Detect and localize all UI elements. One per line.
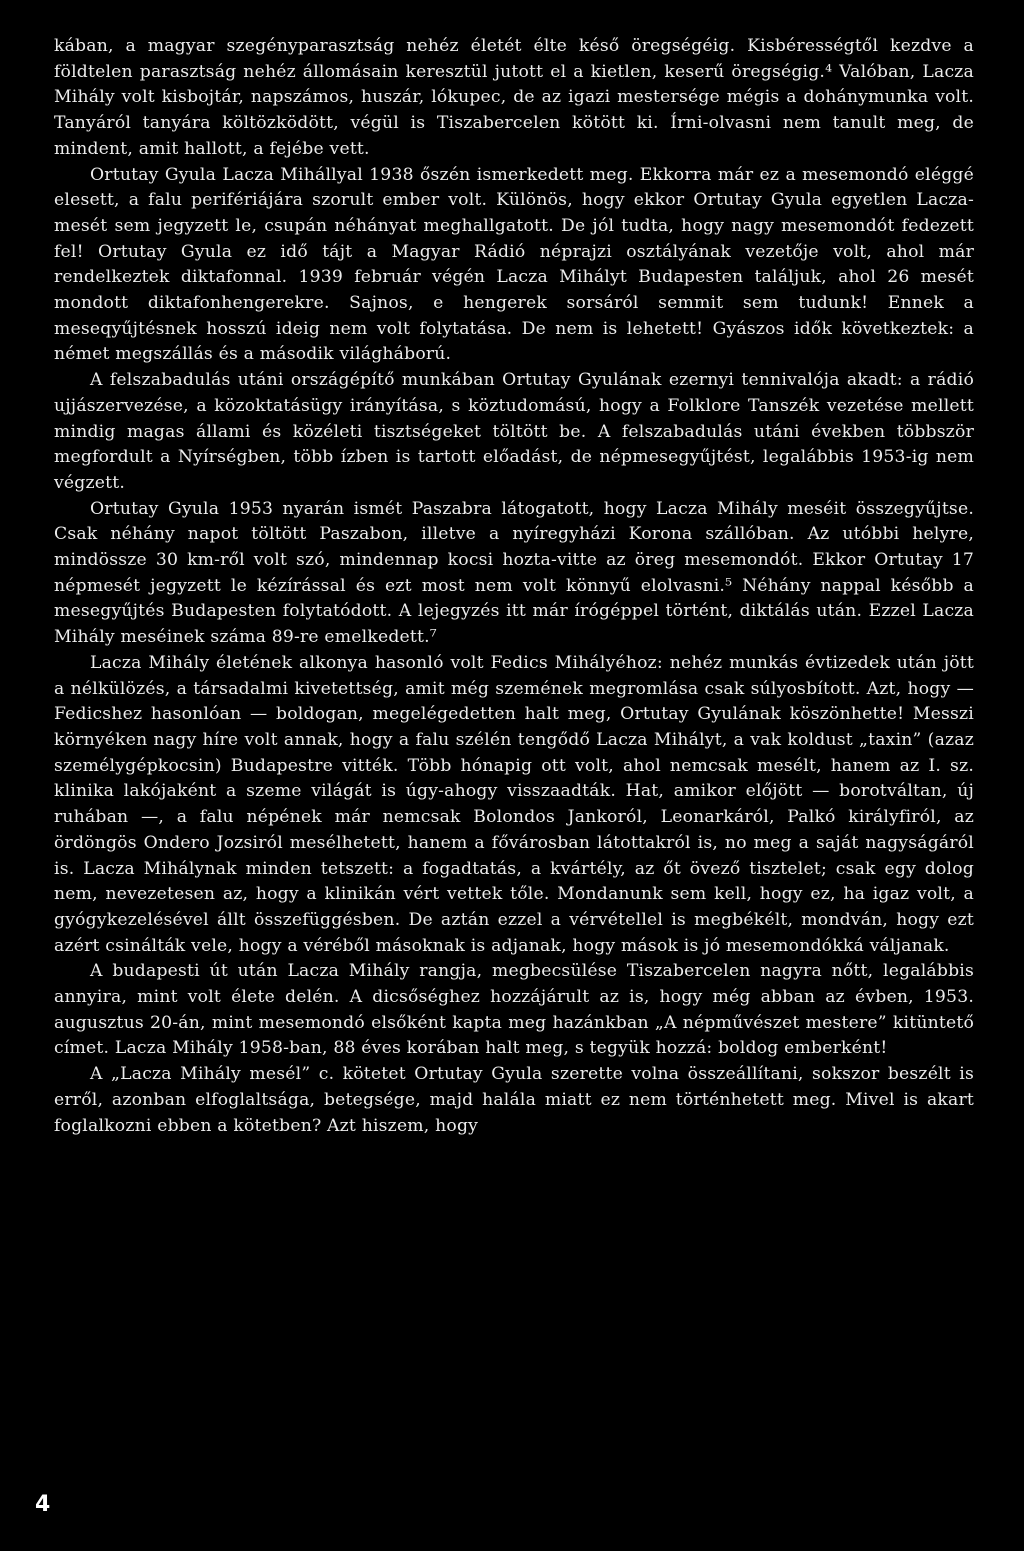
paragraph-7: A „Lacza Mihály mesél” c. kötetet Ortutay Gyula szerette volna összeállítani, sokszor beszélt is erről, azonban elfoglaltsága, betegsége, majd halála miatt ez nem történhetett meg. Mivel is akart foglalkozni ebben a kötetben? Azt hiszem, hogy bbox=[54, 1064, 974, 1136]
paragraph-5: Lacza Mihály életének alkonya hasonló volt Fedics Mihályéhoz: nehéz munkás évtizedek után jött a nélkülözés, a társadalmi kivetettség, amit még szemének megromlása csak súlyosbított. Azt, hogy — Fedicshez hasonlóan — boldogan, megelégedetten halt meg, Ortutay Gyulának köszönhette! Messzi környéken nagy híre volt annak, hogy a falu szélén tengődő Lacza Mihályt, a vak koldust „taxin” (azaz személygépkocsin) Budapestre vitték. Több hónapig ott volt, ahol nemcsak mesélt, hanem az I. sz. klinika lakójaként a szeme világát is úgy-ahogy visszaadták. Hat, amikor előjött — borotváltan, új ruhában —, a falu népének már nemcsak Bolondos Jankoról, Leonarkáról, Palkó királyfiról, az ördöngös Ondero Jozsiról mesélhetett, hanem a fővárosban látottakról is, no meg a saját nagyságáról is. Lacza Mihálynak minden tetszett: a fogadtatás, a kvártély, az őt övező tisztelet; csak egy dolog nem, nevezetesen az, hogy a klinikán vért vettek tőle. Mondanunk sem kell, hogy ez, ha igaz volt, a gyógykezelésével állt összefüggésben. De aztán ezzel a vérvétellel is megbékélt, mondván, hogy ezt azért csinálták vele, hogy a véréből másoknak is adjanak, hogy mások is jó mesemondókká váljanak. bbox=[54, 652, 974, 956]
paragraph-1: kában, a magyar szegényparasztság nehéz életét élte késő öregségéig. Kisbérességtől kezdve a földtelen parasztság nehéz állomásain keresztül jutott el a kietlen, keserű öregségig.⁴ Valóban, Lacza Mihály volt kisbojtár, napszámos, huszár, lókupec, de az igazi mestersége mégis a dohánymunka volt. Tanyáról tanyára költözködött, végül is Tiszabercelen kötött ki. Írni-olvasni nem tanult meg, de mindent, amit hallott, a fejébe vett. bbox=[54, 36, 974, 159]
paragraph-4: Ortutay Gyula 1953 nyarán ismét Paszabra látogatott, hogy Lacza Mihály meséit összegyűjtse. Csak néhány napot töltött Paszabon, illetve a nyíregyházi Korona szállóban. Az utóbbi helyre, mindössze 30 km-ről volt szó, mindennap kocsi hozta-vitte az öreg mesemondót. Ekkor Ortutay 17 népmesét jegyzett le kézírással és ezt most nem volt könnyű elolvasni.⁵ Néhány nappal később a mesegyűjtés Budapesten folytatódott. A lejegyzés itt már írógéppel történt, diktálás után. Ezzel Lacza Mihály meséinek száma 89-re emelkedett.⁷ bbox=[54, 498, 974, 648]
page-number: 4 bbox=[35, 1492, 51, 1517]
text-column bbox=[54, 34, 974, 1139]
paragraph-2: Ortutay Gyula Lacza Mihállyal 1938 őszén ismerkedett meg. Ekkorra már ez a mesemondó eléggé elesett, a falu perifériájára szorult ember volt. Különös, hogy ekkor Ortutay Gyula egyetlen Lacza-mesét sem jegyzett le, csupán néhányat meghallgatott. De jól tudta, hogy nagy mesemondót fedezett fel! Ortutay Gyula ez idő tájt a Magyar Rádió néprajzi osztályának vezetője volt, ahol már rendelkeztek diktafonnal. 1939 február végén Lacza Mihályt Budapesten találjuk, ahol 26 mesét mondott diktafonhengerekre. Sajnos, e hengerek sorsáról semmit sem tudunk! Ennek a meseqyűjtésnek hosszú ideig nem volt folytatása. De nem is lehetett! Gyászos idők következtek: a német megszállás és a második világháború. bbox=[54, 164, 974, 365]
paragraph-3: A felszabadulás utáni országépítő munkában Ortutay Gyulának ezernyi tennivalója akadt: a rádió ujjászervezése, a közoktatásügy irányítása, s köztudomású, hogy a Folklore Tanszék vezetése mellett mindig magas állami és közéleti tisztségeket töltött be. A felszabadulás utáni években többször megfordult a Nyírségben, több ízben is tartott előadást, de népmesegyűjtést, legalábbis 1953-ig nem végzett. bbox=[54, 370, 974, 493]
paragraph-6: A budapesti út után Lacza Mihály rangja, megbecsülése Tiszabercelen nagyra nőtt, legalábbis annyira, mint volt élete delén. A dicsőséghez hozzájárult az is, hogy még abban az évben, 1953. augusztus 20-án, mint mesemondó elsőként kapta meg hazánkban „A népművészet mestere” kitüntető címet. Lacza Mihály 1958-ban, 88 éves korában halt meg, s tegyük hozzá: boldog emberként! bbox=[54, 961, 974, 1059]
